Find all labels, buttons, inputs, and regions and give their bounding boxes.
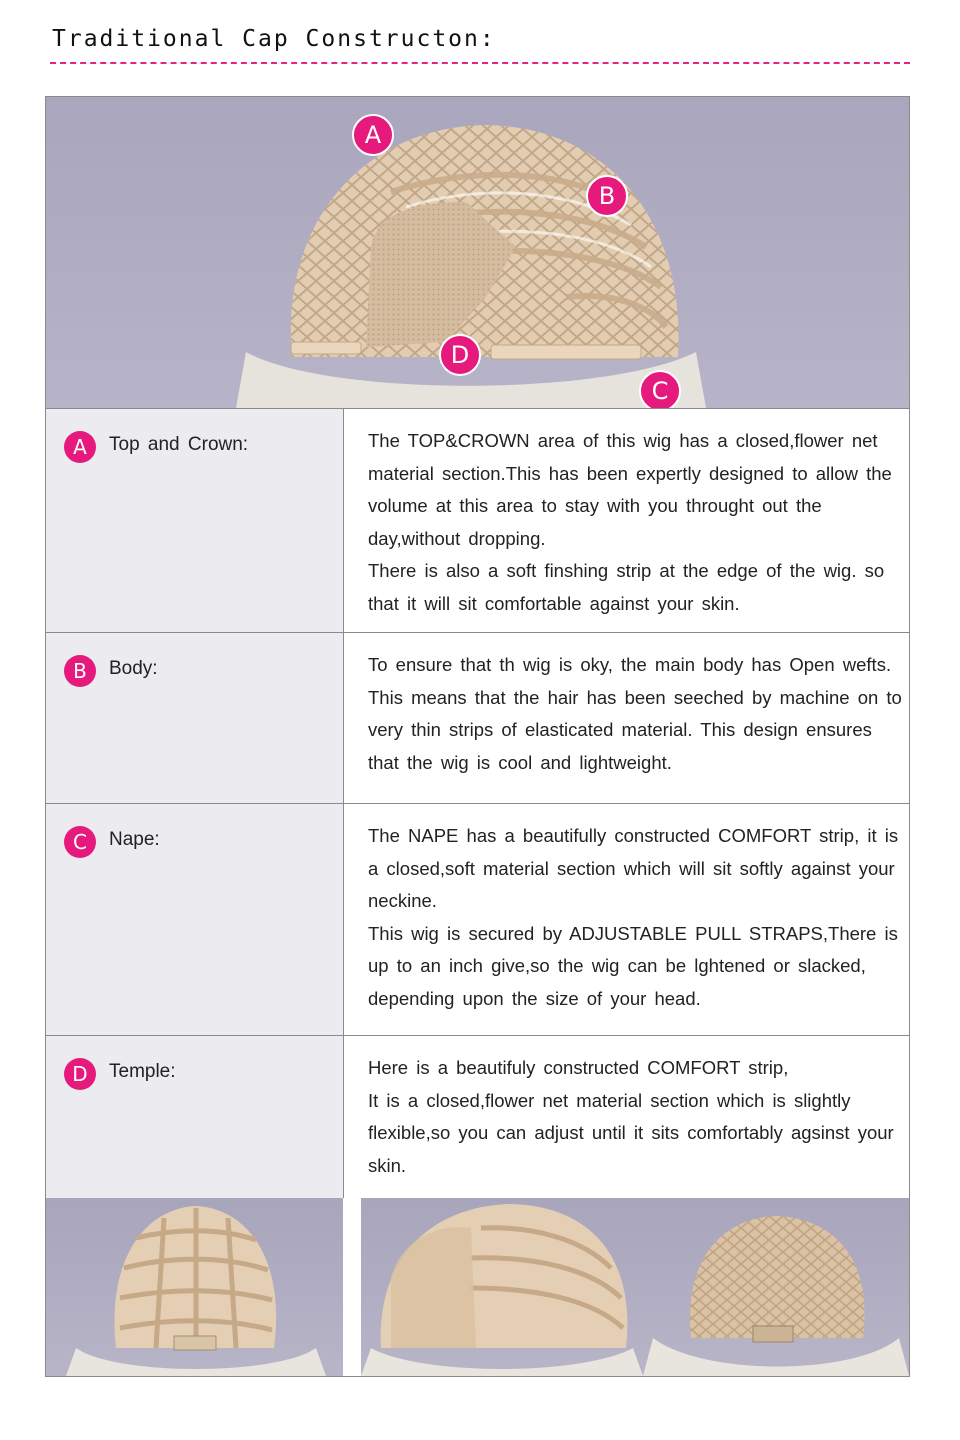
section-label: Body: — [109, 658, 158, 679]
section-label: Temple: — [109, 1061, 176, 1082]
section-description-paragraph: The NAPE has a beautifully constructed COMFORT strip, it is a closed,soft material section which will sit softly against your neckine. — [368, 825, 899, 911]
section-badge: D — [64, 1058, 96, 1090]
section-badge: A — [64, 431, 96, 463]
wig-cap-hero-image — [46, 97, 909, 409]
thumbnail-inside-view — [643, 1198, 909, 1376]
section-description-paragraph: The TOP&CROWN area of this wig has a closed,flower net material section.This has been expertly designed to allow the volume at this area to stay with you throught out the day,without dropping. — [368, 430, 892, 549]
section-description-paragraph: There is also a soft finshing strip at the edge of the wig. so that it will sit comfortable against your skin. — [368, 560, 885, 614]
section-label: Nape: — [109, 829, 160, 850]
section-top-and-crown — [46, 409, 909, 633]
section-label-cell — [46, 633, 344, 803]
marker-a: A — [352, 114, 394, 156]
section-description-cell — [344, 633, 909, 803]
page-title: Traditional Cap Constructon: — [52, 26, 496, 52]
section-description-paragraph: It is a closed,flower net material section which is slightly flexible,so you can adjust until it sits comfortably agsinst your skin. — [368, 1089, 894, 1176]
section-label-cell — [46, 1036, 344, 1198]
section-description-paragraph: To ensure that th wig is oky, the main body has Open wefts. This means that the hair has been seeched by machine on to very thin strips of elasticated material. This design ensures that the wig is cool and lightweight. — [368, 654, 902, 773]
thumbnail-side-view — [361, 1198, 643, 1376]
section-badge: B — [64, 655, 96, 687]
section-label-cell — [46, 409, 344, 632]
section-description-cell — [344, 409, 909, 632]
section-description-cell — [344, 1036, 909, 1198]
thumbnail-back-view — [46, 1198, 343, 1376]
marker-c: C — [639, 370, 681, 409]
thumbnail-strip — [46, 1198, 909, 1376]
section-description-paragraph: Here is a beautifuly constructed COMFORT strip, — [368, 1057, 789, 1078]
section-description-cell — [344, 804, 909, 1035]
section-label-cell — [46, 804, 344, 1035]
section-body — [46, 633, 909, 804]
cap-construction-panel — [45, 96, 910, 1377]
section-label: Top and Crown: — [109, 434, 249, 455]
title-dashed-divider — [50, 62, 910, 64]
section-temple — [46, 1036, 909, 1199]
section-badge: C — [64, 826, 96, 858]
marker-d: D — [439, 334, 481, 376]
section-description-paragraph: This wig is secured by ADJUSTABLE PULL STRAPS,There is up to an inch give,so the wig can be lghtened or slacked, depending upon the size of your head. — [368, 922, 898, 1009]
marker-b: B — [586, 175, 628, 217]
section-nape — [46, 804, 909, 1036]
